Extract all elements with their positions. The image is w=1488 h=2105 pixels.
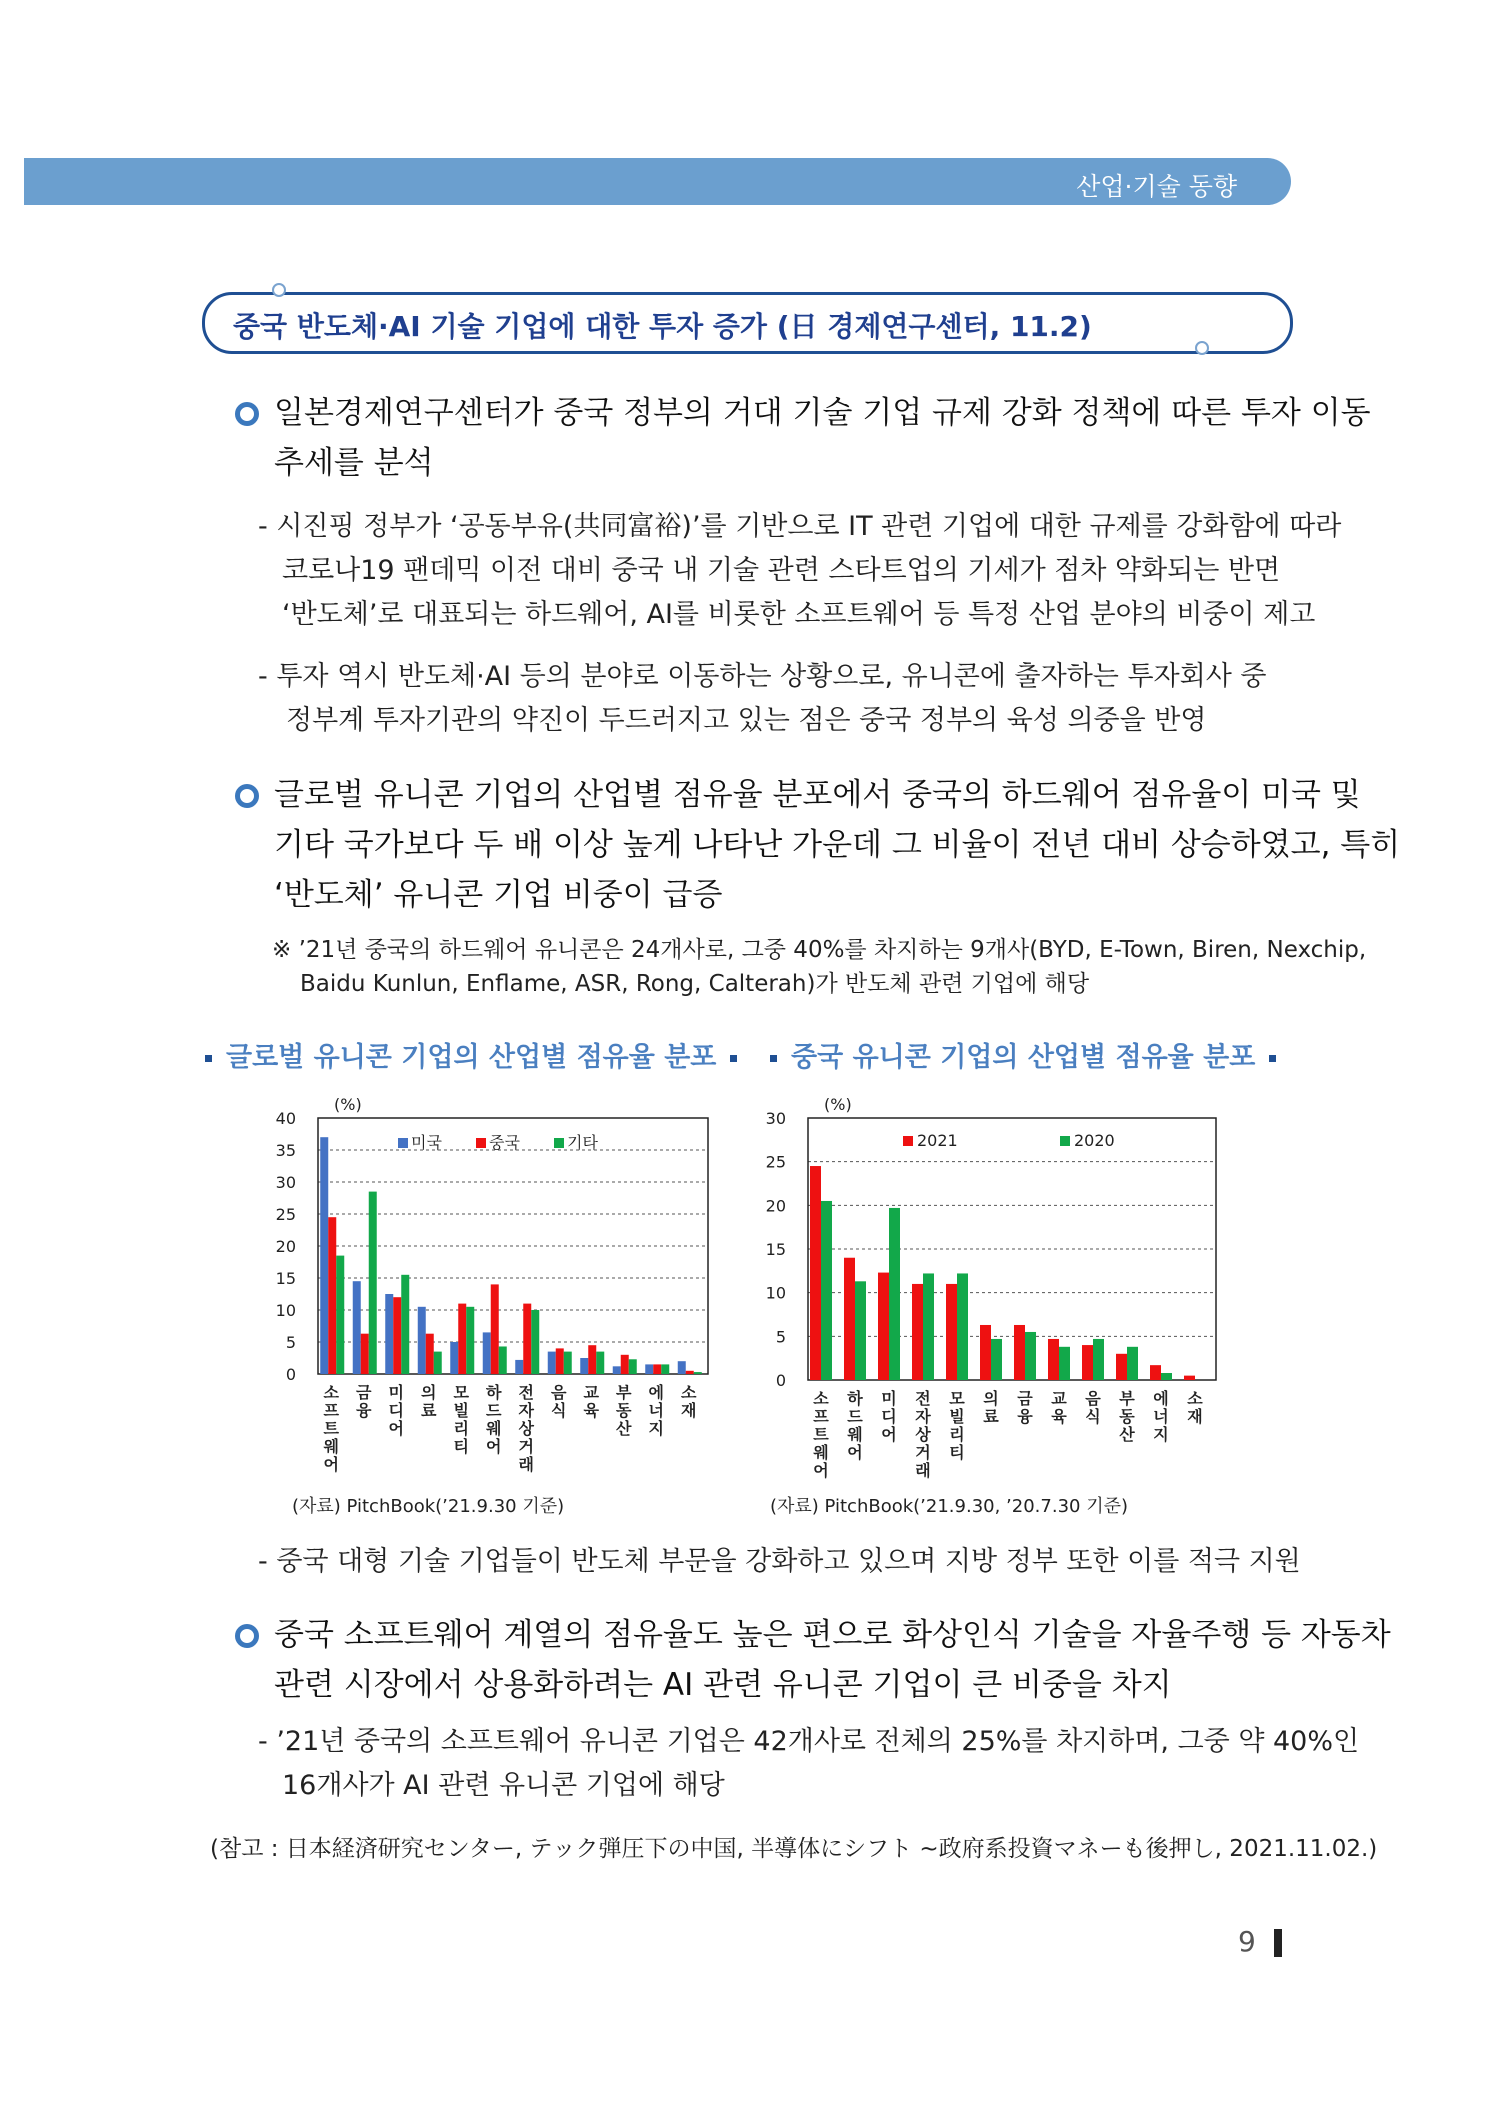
bullet-1	[274, 388, 1371, 488]
bar-미국	[613, 1366, 621, 1374]
legend-label: 미국	[411, 1133, 442, 1152]
x-tick-label-char: 음	[1085, 1389, 1101, 1408]
note-line: ※ ’21년 중국의 하드웨어 유니콘은 24개사로, 그중 40%를 차지하는 9개사(BYD, E-Town, Biren, Nexchip,	[272, 937, 1367, 963]
y-tick-label: 15	[275, 1269, 296, 1288]
legend-swatch	[1060, 1136, 1070, 1146]
dash-line: - 시진핑 정부가 ‘공동부유(共同富裕)’를 기반으로 IT 관련 기업에 대한 규제를 강화함에 따라	[258, 511, 1342, 542]
bullet-2	[274, 770, 1401, 920]
bar-2021	[1116, 1354, 1127, 1380]
x-tick-label-char: 료	[983, 1407, 999, 1426]
bar-2021	[946, 1284, 957, 1380]
legend-swatch	[903, 1136, 913, 1146]
x-tick-label-char: 하	[486, 1383, 502, 1402]
bar-중국	[458, 1304, 466, 1374]
square-bullet-icon	[1269, 1055, 1276, 1062]
x-tick-label-char: 티	[453, 1437, 469, 1456]
page-number: 9	[1238, 1925, 1256, 1958]
bar-기타	[466, 1307, 474, 1374]
legend-label: 기타	[567, 1133, 598, 1152]
x-tick-label-char: 산	[616, 1419, 632, 1438]
bar-2020	[1093, 1339, 1104, 1380]
x-tick-label-char: 지	[648, 1419, 664, 1438]
y-tick-label: 0	[285, 1365, 296, 1384]
x-tick-label-char: 식	[1085, 1407, 1101, 1426]
x-tick-label-char: 티	[949, 1443, 965, 1462]
dash-line: 정부계 투자기관의 약진이 두드러지고 있는 점은 중국 정부의 육성 의중을 반영	[286, 705, 1207, 736]
x-tick-label-char: 교	[1051, 1389, 1067, 1408]
bar-기타	[661, 1364, 669, 1374]
dash-line: - 중국 대형 기술 기업들이 반도체 부문을 강화하고 있으며 지방 정부 또한 이를 적극 지원	[258, 1546, 1301, 1577]
bar-기타	[629, 1359, 637, 1374]
x-tick-label-char: 교	[583, 1383, 599, 1402]
x-tick-label-char: 래	[915, 1461, 931, 1480]
china-unicorn-chart	[750, 1090, 1230, 1490]
chart1-source: (자료) PitchBook(’21.9.30 기준)	[292, 1496, 565, 1517]
chart1-title: 글로벌 유니콘 기업의 산업별 점유율 분포	[205, 1035, 737, 1074]
bullet-ring-icon	[235, 1624, 259, 1648]
bar-2021	[1184, 1376, 1195, 1380]
y-tick-label: 15	[765, 1240, 786, 1259]
bar-미국	[515, 1360, 523, 1374]
x-tick-label-char: 의	[421, 1383, 437, 1402]
x-tick-label-char: 음	[551, 1383, 567, 1402]
global-unicorn-chart	[262, 1090, 722, 1490]
bar-중국	[426, 1334, 434, 1374]
bullet-ring-icon	[235, 402, 259, 426]
bar-중국	[588, 1345, 596, 1374]
bar-2020	[923, 1273, 934, 1380]
y-tick-label: 10	[765, 1283, 786, 1303]
bar-중국	[653, 1364, 661, 1374]
legend-swatch	[476, 1138, 486, 1148]
x-tick-label-char: 산	[1119, 1425, 1135, 1444]
y-tick-label: 5	[775, 1327, 786, 1347]
x-tick-label-char: 빌	[453, 1401, 469, 1420]
bar-기타	[499, 1346, 507, 1374]
x-tick-label-char: 부	[616, 1383, 632, 1402]
y-unit-label: (%)	[334, 1095, 362, 1114]
bullet-line: 일본경제연구센터가 중국 정부의 거대 기술 기업 규제 강화 정책에 따른 투자 이동	[274, 395, 1371, 431]
x-tick-label-char: 거	[518, 1437, 534, 1456]
x-tick-label-char: 드	[486, 1401, 502, 1420]
bullet-line: ‘반도체’ 유니콘 기업 비중이 급증	[274, 877, 723, 913]
x-tick-label-char: 미	[388, 1383, 404, 1402]
bar-기타	[369, 1192, 377, 1374]
y-tick-label: 20	[275, 1237, 296, 1256]
dash-item-3	[258, 1540, 1301, 1584]
bar-미국	[385, 1294, 393, 1374]
x-tick-label-char: 금	[356, 1383, 372, 1402]
bar-기타	[531, 1310, 539, 1374]
legend-swatch	[398, 1138, 408, 1148]
bar-2020	[1025, 1332, 1036, 1380]
bullet-line: 추세를 분석	[274, 445, 434, 481]
dash-item-1	[258, 505, 1342, 637]
x-tick-label-char: 어	[323, 1455, 339, 1474]
bar-기타	[694, 1372, 702, 1374]
y-tick-label: 20	[765, 1196, 786, 1216]
x-tick-label-char: 융	[1017, 1407, 1033, 1426]
dash-line: 16개사가 AI 관련 유니콘 기업에 해당	[282, 1770, 725, 1801]
x-tick-label-char: 자	[915, 1407, 931, 1426]
x-tick-label-char: 육	[583, 1401, 599, 1420]
x-tick-label-char: 프	[813, 1407, 829, 1426]
x-tick-label-char: 어	[881, 1425, 897, 1444]
bar-미국	[548, 1352, 556, 1374]
bullet-ring-icon	[235, 784, 259, 808]
bar-2020	[821, 1201, 832, 1380]
bar-중국	[556, 1348, 564, 1374]
legend-swatch	[554, 1138, 564, 1148]
bar-기타	[336, 1256, 344, 1374]
article-title: 중국 반도체·AI 기술 기업에 대한 투자 증가 (日 경제연구센터, 11.2)	[233, 310, 1092, 343]
bar-2020	[1059, 1347, 1070, 1380]
x-tick-label-char: 육	[1051, 1407, 1067, 1426]
x-tick-label-char: 융	[356, 1401, 372, 1420]
dash-line: - ’21년 중국의 소프트웨어 유니콘 기업은 42개사로 전체의 25%를 차지하며, 그중 약 40%인	[258, 1726, 1360, 1757]
x-tick-label-char: 재	[681, 1401, 697, 1420]
x-tick-label-char: 동	[616, 1401, 632, 1420]
dash-line: ‘반도체’로 대표되는 하드웨어, AI를 비롯한 소프트웨어 등 특정 산업 분야의 비중이 제고	[282, 599, 1316, 630]
header-banner	[24, 158, 1291, 205]
bar-중국	[491, 1284, 499, 1374]
y-tick-label: 0	[775, 1371, 786, 1390]
x-tick-label-char: 어	[486, 1437, 502, 1456]
bar-2020	[957, 1273, 968, 1380]
x-tick-label-char: 모	[453, 1383, 469, 1402]
bar-2020	[1127, 1347, 1138, 1380]
bar-미국	[483, 1332, 491, 1374]
x-tick-label-char: 너	[1153, 1407, 1169, 1426]
x-tick-label-char: 소	[323, 1383, 339, 1402]
x-tick-label-char: 소	[1187, 1389, 1203, 1408]
y-tick-label: 35	[275, 1141, 296, 1160]
x-tick-label-char: 어	[813, 1461, 829, 1480]
x-tick-label-char: 웨	[813, 1443, 829, 1462]
x-tick-label-char: 웨	[323, 1437, 339, 1456]
x-tick-label-char: 소	[681, 1383, 697, 1402]
x-tick-label-char: 미	[881, 1389, 897, 1408]
legend-label: 2020	[1074, 1131, 1115, 1150]
x-tick-label-char: 료	[421, 1401, 437, 1420]
x-tick-label-char: 에	[648, 1383, 664, 1402]
x-tick-label-char: 디	[881, 1407, 897, 1426]
legend-label: 중국	[489, 1133, 520, 1152]
bar-미국	[418, 1307, 426, 1374]
bar-2021	[1048, 1339, 1059, 1380]
bar-2020	[889, 1208, 900, 1380]
x-tick-label-char: 모	[949, 1389, 965, 1408]
bar-2021	[1014, 1325, 1025, 1380]
bar-2021	[810, 1166, 821, 1380]
reference: (참고 : 日本経済研究センター, テック弾圧下の中国, 半導体にシフト ~政府系投資マネーも後押し, 2021.11.02.)	[210, 1836, 1378, 1862]
x-tick-label-char: 트	[813, 1425, 829, 1444]
dash-item-2	[258, 655, 1298, 743]
bullet-line: 기타 국가보다 두 배 이상 높게 나타난 가운데 그 비율이 전년 대비 상승하였고, 특히	[274, 827, 1401, 863]
bar-기타	[564, 1352, 572, 1374]
title-deco-dot-bottom	[1195, 341, 1209, 355]
dash-line: 코로나19 팬데믹 이전 대비 중국 내 기술 관련 스타트업의 기세가 점차 약화되는 반면	[282, 555, 1281, 586]
legend-label: 2021	[917, 1131, 958, 1150]
note-line: Baidu Kunlun, Enflame, ASR, Rong, Calterah)가 반도체 관련 기업에 해당	[300, 971, 1090, 997]
y-tick-label: 10	[275, 1301, 296, 1320]
x-tick-label-char: 전	[518, 1383, 534, 1402]
x-tick-label-char: 어	[388, 1419, 404, 1438]
y-unit-label: (%)	[824, 1095, 852, 1114]
bar-2020	[991, 1339, 1002, 1380]
bullet-line: 글로벌 유니콘 기업의 산업별 점유율 분포에서 중국의 하드웨어 점유율이 미국 및	[274, 777, 1361, 813]
x-tick-label-char: 금	[1017, 1389, 1033, 1408]
bar-2020	[1161, 1373, 1172, 1380]
x-tick-label-char: 상	[518, 1419, 534, 1438]
y-tick-label: 25	[275, 1205, 296, 1224]
x-tick-label-char: 드	[847, 1407, 863, 1426]
x-tick-label-char: 상	[915, 1425, 931, 1444]
dash-line: - 투자 역시 반도체·AI 등의 분야로 이동하는 상황으로, 유니콘에 출자하는 투자회사 중	[258, 661, 1267, 692]
bar-2021	[1150, 1365, 1161, 1380]
bar-미국	[580, 1358, 588, 1374]
y-tick-label: 30	[765, 1109, 786, 1128]
title-deco-dot-top	[272, 283, 286, 297]
x-tick-label-char: 자	[518, 1401, 534, 1420]
x-tick-label-char: 프	[323, 1401, 339, 1420]
bar-미국	[320, 1137, 328, 1374]
bar-기타	[434, 1352, 442, 1374]
x-tick-label-char: 식	[551, 1401, 567, 1420]
bar-기타	[401, 1275, 409, 1374]
x-tick-label-char: 빌	[949, 1407, 965, 1426]
bar-중국	[328, 1217, 336, 1374]
bar-중국	[523, 1304, 531, 1374]
bar-기타	[596, 1352, 604, 1374]
x-tick-label-char: 재	[1187, 1407, 1203, 1426]
x-tick-label-char: 리	[949, 1425, 965, 1444]
x-tick-label-char: 지	[1153, 1425, 1169, 1444]
x-tick-label-char: 래	[518, 1455, 534, 1474]
bar-미국	[353, 1281, 361, 1374]
x-tick-label-char: 에	[1153, 1389, 1169, 1408]
x-tick-label-char: 웨	[486, 1419, 502, 1438]
bar-2021	[912, 1284, 923, 1380]
y-tick-label: 40	[275, 1109, 296, 1128]
x-tick-label-char: 소	[813, 1389, 829, 1408]
bar-미국	[450, 1342, 458, 1374]
bar-2021	[980, 1325, 991, 1380]
y-tick-label: 30	[275, 1173, 296, 1192]
x-tick-label-char: 하	[847, 1389, 863, 1408]
chart2-source: (자료) PitchBook(’21.9.30, ’20.7.30 기준)	[770, 1496, 1128, 1517]
chart2-title: 중국 유니콘 기업의 산업별 점유율 분포	[770, 1035, 1276, 1074]
square-bullet-icon	[770, 1055, 777, 1062]
bar-중국	[361, 1334, 369, 1374]
x-tick-label-char: 어	[847, 1443, 863, 1462]
bar-미국	[645, 1364, 653, 1374]
page-number-bar	[1274, 1929, 1282, 1957]
x-tick-label-char: 전	[915, 1389, 931, 1408]
x-tick-label-char: 트	[323, 1419, 339, 1438]
x-tick-label-char: 너	[648, 1401, 664, 1420]
bar-중국	[621, 1355, 629, 1374]
x-tick-label-char: 디	[388, 1401, 404, 1420]
bar-미국	[678, 1361, 686, 1374]
article-title-box	[202, 292, 1293, 354]
section-label: 산업·기술 동향	[1076, 172, 1237, 201]
x-tick-label-char: 동	[1119, 1407, 1135, 1426]
y-tick-label: 25	[765, 1152, 786, 1172]
x-tick-label-char: 리	[453, 1419, 469, 1438]
bar-2021	[1082, 1345, 1093, 1380]
x-tick-label-char: 의	[983, 1389, 999, 1408]
dash-item-4	[258, 1720, 1360, 1808]
x-tick-label-char: 부	[1119, 1389, 1135, 1408]
x-tick-label-char: 거	[915, 1443, 931, 1462]
bullet-line: 중국 소프트웨어 계열의 점유율도 높은 편으로 화상인식 기술을 자율주행 등 자동차	[274, 1617, 1391, 1653]
bar-중국	[686, 1371, 694, 1374]
bullet-line: 관련 시장에서 상용화하려는 AI 관련 유니콘 기업이 큰 비중을 차지	[274, 1667, 1172, 1703]
y-tick-label: 5	[285, 1333, 296, 1352]
bar-중국	[393, 1297, 401, 1374]
bar-2021	[844, 1258, 855, 1380]
bullet-3	[274, 1610, 1391, 1710]
bar-2020	[855, 1281, 866, 1380]
bar-2021	[878, 1273, 889, 1380]
x-tick-label-char: 웨	[847, 1425, 863, 1444]
note	[272, 933, 1367, 1001]
square-bullet-icon	[205, 1055, 212, 1062]
square-bullet-icon	[730, 1055, 737, 1062]
